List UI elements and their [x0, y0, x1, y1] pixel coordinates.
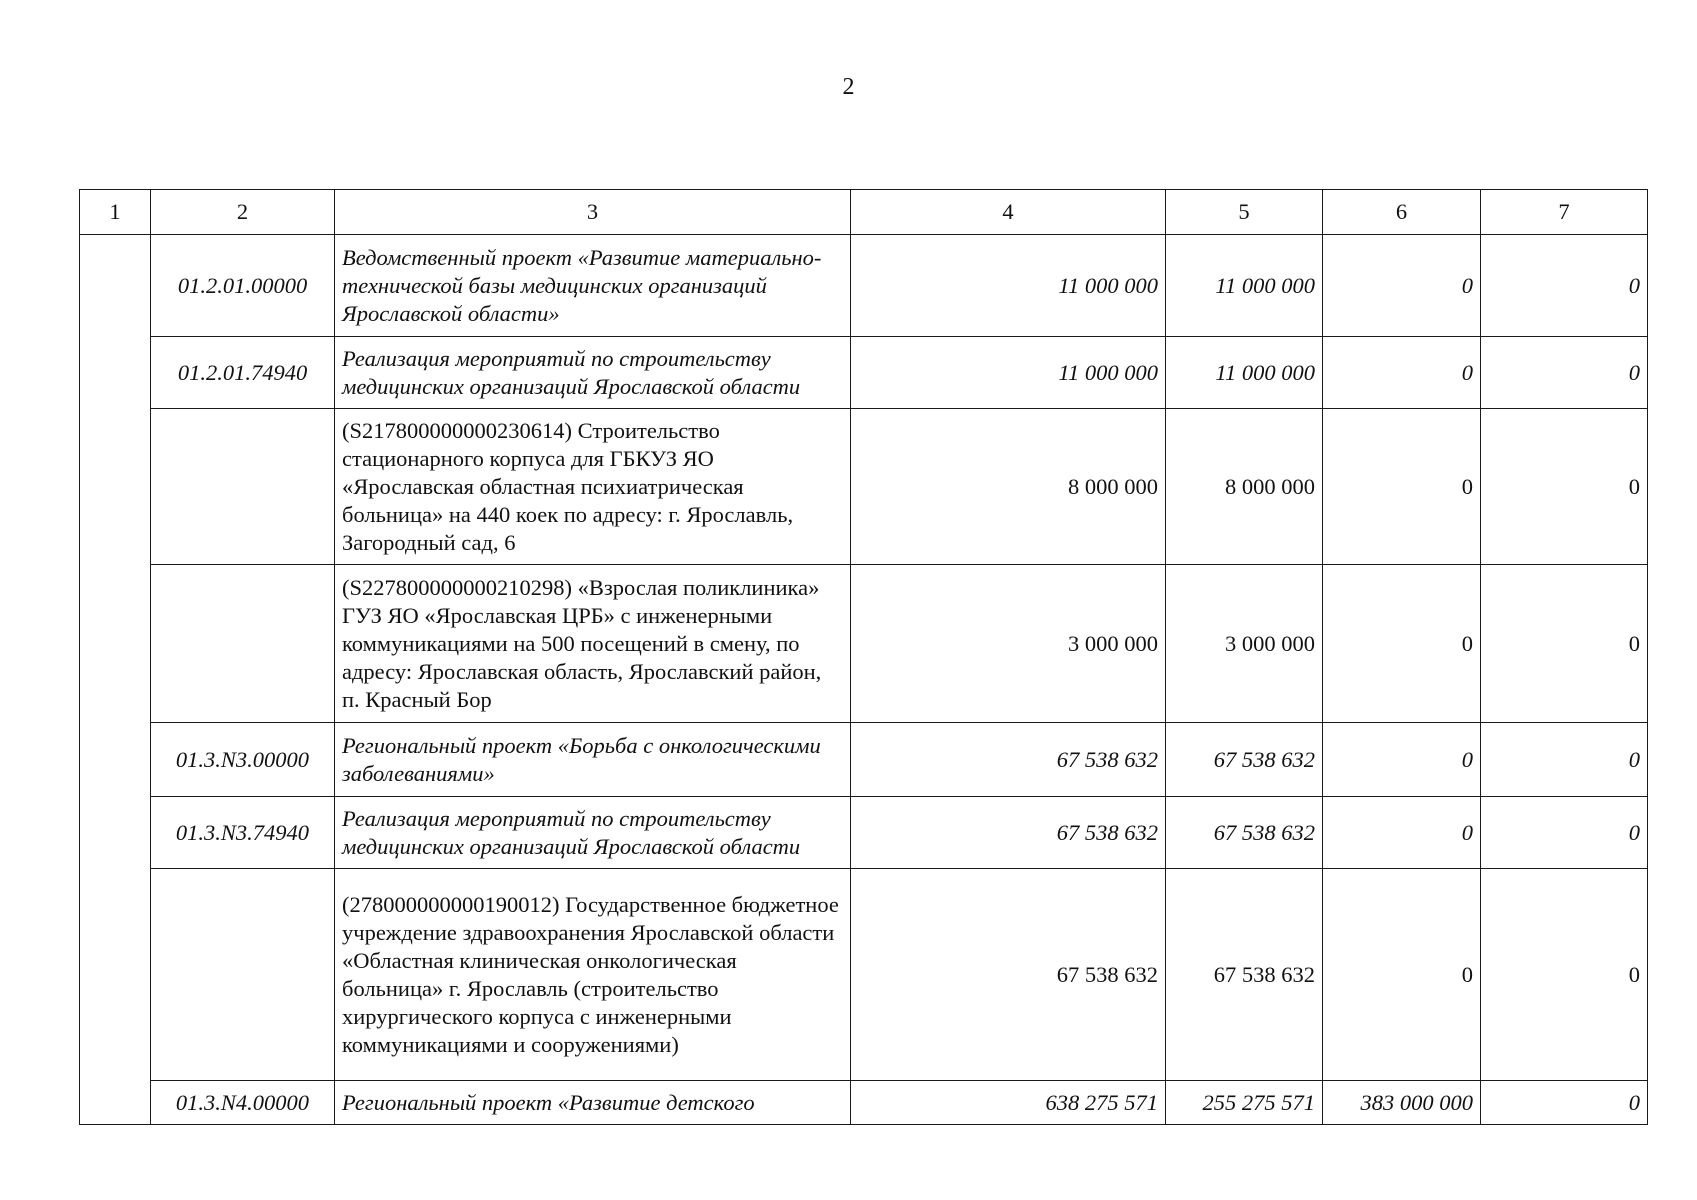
header-col-5: 5 — [1166, 190, 1323, 235]
header-col-4: 4 — [851, 190, 1166, 235]
amount-col-6-cell: 0 — [1323, 235, 1481, 337]
code-cell: 01.3.N4.00000 — [151, 1081, 335, 1125]
name-cell: (S227800000000210298) «Взрослая поликлиника» ГУЗ ЯО «Ярославская ЦРБ» с инженерными коммуникациями на 500 посещений в смену, по адресу: Ярославская область, Ярославский район, п. Красный Бор — [335, 565, 851, 723]
code-cell: 01.2.01.74940 — [151, 337, 335, 409]
code-cell: 01.3.N3.00000 — [151, 723, 335, 797]
header-row — [80, 190, 1648, 235]
table-row — [80, 235, 1648, 337]
code-cell — [151, 869, 335, 1081]
amount-col-6-cell: 383 000 000 — [1323, 1081, 1481, 1125]
amount-col-4-cell: 11 000 000 — [851, 235, 1166, 337]
amount-col-4-cell: 67 538 632 — [851, 723, 1166, 797]
header-col-6: 6 — [1323, 190, 1481, 235]
amount-col-7-cell: 0 — [1481, 797, 1648, 869]
code-cell — [151, 409, 335, 565]
amount-col-6-cell: 0 — [1323, 869, 1481, 1081]
name-cell: (278000000000190012) Государственное бюджетное учреждение здравоохранения Ярославской области «Областная клиническая онкологическая больница» г. Ярославль (строительство хирургического корпуса с инженерными коммуникациями и сооружениями) — [335, 869, 851, 1081]
table-row — [80, 337, 1648, 409]
header-col-2: 2 — [151, 190, 335, 235]
amount-col-7-cell: 0 — [1481, 565, 1648, 723]
name-cell: Реализация мероприятий по строительству медицинских организаций Ярославской области — [335, 797, 851, 869]
code-cell: 01.3.N3.74940 — [151, 797, 335, 869]
amount-col-5-cell: 11 000 000 — [1166, 235, 1323, 337]
amount-col-5-cell: 67 538 632 — [1166, 797, 1323, 869]
amount-col-5-cell: 3 000 000 — [1166, 565, 1323, 723]
amount-col-5-cell: 67 538 632 — [1166, 869, 1323, 1081]
amount-col-7-cell: 0 — [1481, 723, 1648, 797]
amount-col-5-cell: 8 000 000 — [1166, 409, 1323, 565]
name-cell: (S217800000000230614) Строительство стационарного корпуса для ГБКУЗ ЯО «Ярославская областная психиатрическая больница» на 440 коек по адресу: г. Ярославль, Загородный сад, 6 — [335, 409, 851, 565]
header-col-1: 1 — [80, 190, 151, 235]
amount-col-4-cell: 8 000 000 — [851, 409, 1166, 565]
name-cell: Ведомственный проект «Развитие материально-технической базы медицинских организаций Ярославской области» — [335, 235, 851, 337]
header-col-7: 7 — [1481, 190, 1648, 235]
table-row — [80, 409, 1648, 565]
amount-col-6-cell: 0 — [1323, 565, 1481, 723]
amount-col-4-cell: 67 538 632 — [851, 869, 1166, 1081]
amount-col-4-cell: 3 000 000 — [851, 565, 1166, 723]
table-row — [80, 723, 1648, 797]
amount-col-7-cell: 0 — [1481, 235, 1648, 337]
merged-col-1-cell — [80, 235, 151, 1125]
amount-col-7-cell: 0 — [1481, 409, 1648, 565]
header-col-3: 3 — [335, 190, 851, 235]
amount-col-4-cell: 11 000 000 — [851, 337, 1166, 409]
table-row — [80, 1081, 1648, 1125]
amount-col-6-cell: 0 — [1323, 337, 1481, 409]
amount-col-4-cell: 67 538 632 — [851, 797, 1166, 869]
amount-col-5-cell: 255 275 571 — [1166, 1081, 1323, 1125]
code-cell — [151, 565, 335, 723]
budget-table — [79, 189, 1648, 1125]
amount-col-6-cell: 0 — [1323, 409, 1481, 565]
amount-col-7-cell: 0 — [1481, 869, 1648, 1081]
amount-col-7-cell: 0 — [1481, 1081, 1648, 1125]
page-number: 2 — [842, 74, 855, 100]
amount-col-4-cell: 638 275 571 — [851, 1081, 1166, 1125]
amount-col-6-cell: 0 — [1323, 723, 1481, 797]
name-cell: Региональный проект «Развитие детского — [335, 1081, 851, 1125]
table-row — [80, 565, 1648, 723]
code-cell: 01.2.01.00000 — [151, 235, 335, 337]
amount-col-5-cell: 11 000 000 — [1166, 337, 1323, 409]
name-cell: Региональный проект «Борьба с онкологическими заболеваниями» — [335, 723, 851, 797]
amount-col-6-cell: 0 — [1323, 797, 1481, 869]
table-row — [80, 869, 1648, 1081]
amount-col-5-cell: 67 538 632 — [1166, 723, 1323, 797]
name-cell: Реализация мероприятий по строительству медицинских организаций Ярославской области — [335, 337, 851, 409]
table-row — [80, 797, 1648, 869]
amount-col-7-cell: 0 — [1481, 337, 1648, 409]
